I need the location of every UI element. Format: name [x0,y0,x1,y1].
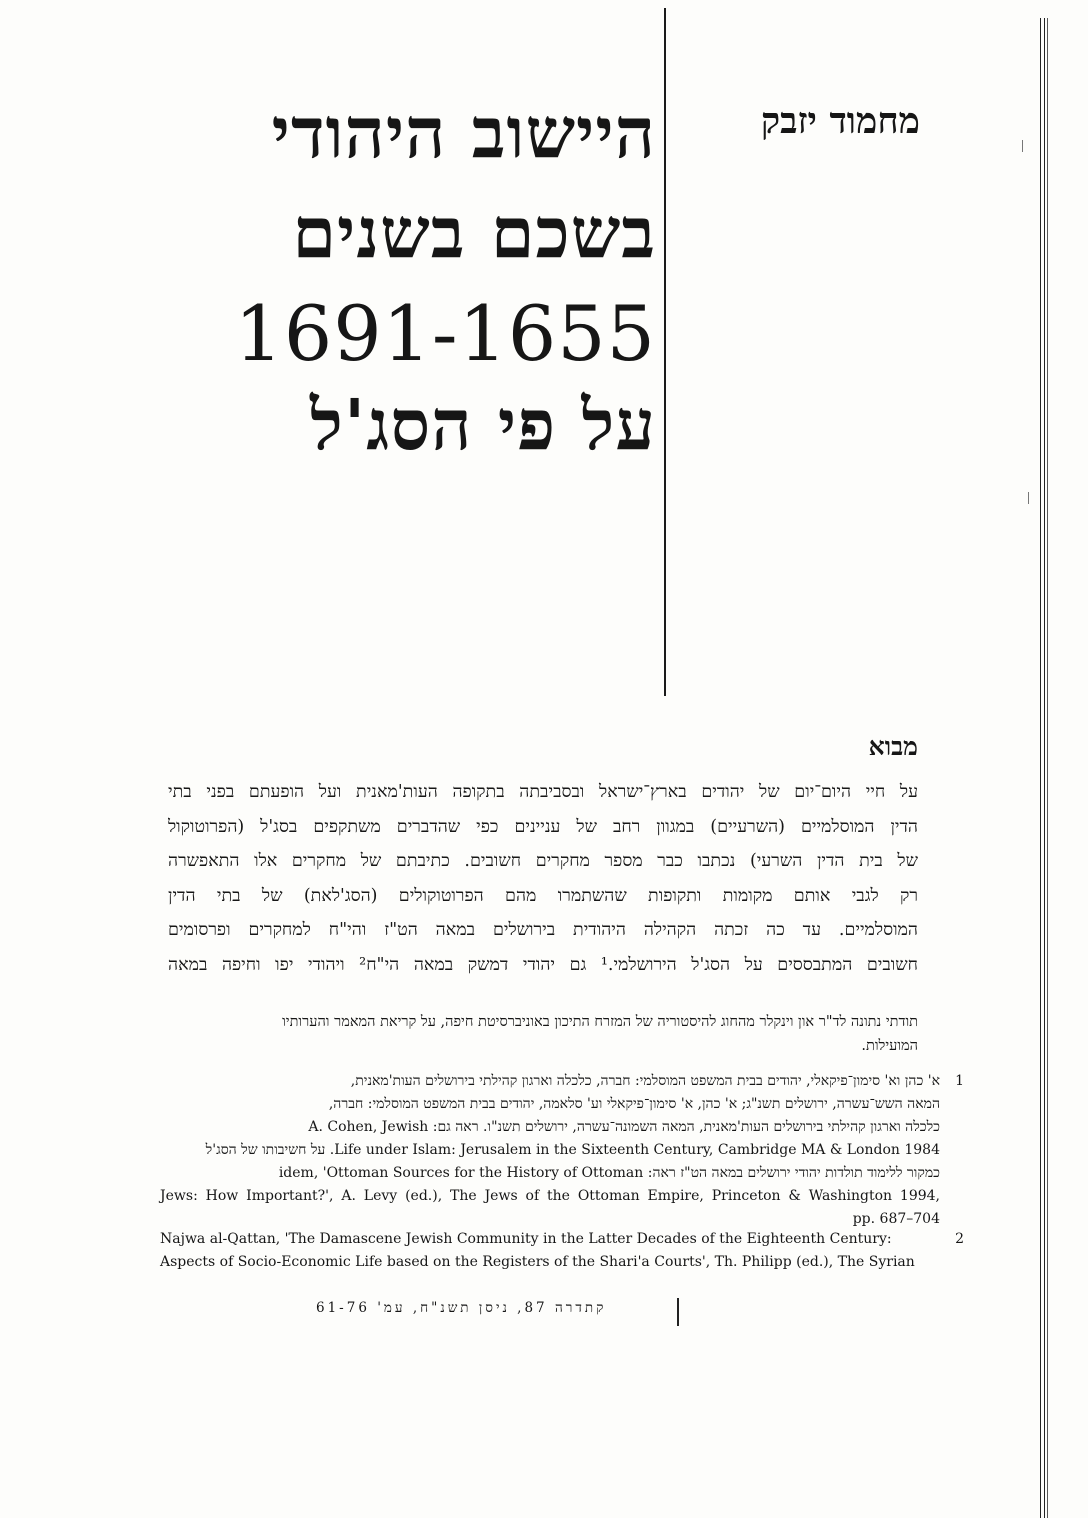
footnote-1 [160,1070,964,1231]
footnote-line: Life under Islam: Jerusalem in the Sixteenth Century, Cambridge MA & London 1984. על חשיבותו של הסג'ל [205,1142,940,1158]
body-line: הדין המוסלמיים (השרעיים) במגוון רחב של עניינים כפי שהדברים משתקפים בסג'ל (הפרוטוקול [168,816,918,837]
footnote-line: Aspects of Socio-Economic Life based on the Registers of the Shari'a Courts', Th. Philipp (ed.), The Syrian [160,1254,915,1270]
author-name: מחמוד יזבק [760,100,920,142]
body-line: של בית הדין השרעי) נכתבו כבר מספר מחקרים חשובים. כתיבתם של מחקרים אלו התאפשרה [168,851,918,871]
acknowledgement-line: המועילות. [861,1038,918,1054]
scan-edge-line [1044,18,1045,1518]
title-divider-rule [664,8,666,696]
title-line-3-years: 1691-1655 [234,289,656,378]
footnote-number: 2 [955,1231,964,1247]
footnote-line: Najwa al-Qattan, 'The Damascene Jewish Community in the Latter Decades of the Eighteenth Century: [160,1231,892,1247]
scan-edge-line [1040,18,1041,1518]
footnote-2 [160,1228,964,1274]
acknowledgement-note [168,1010,918,1058]
title-line-2: בשכם בשנים [292,191,656,274]
footnote-line: כמקור ללימוד תולדות יהודי ירושלים במאה הט"ז ראה: idem, 'Ottoman Sources for the History of Ottoman [278,1165,940,1181]
journal-footer: קתדרה 87, ניסן תשנ"ח, עמ' 61-76 [316,1300,607,1316]
section-heading: מבוא [868,732,918,761]
title-line-4: על פי הסג'ל [310,383,656,466]
footnote-line: Jews: How Important?', A. Levy (ed.), The Jews of the Ottoman Empire, Princeton & Washington 1994, [160,1188,940,1204]
body-line: על חיי היום־יום של יהודים בארץ־ישראל ובסביבתה בתקופה העות'מאנית ועל הופעתם בפני בתי [168,782,918,802]
footnote-number: 1 [955,1073,964,1089]
acknowledgement-line: תודתי נתונה לד"ר און וינקלר מהחוג להיסטוריה של המזרח התיכון באוניברסיטת חיפה, על קריאת המאמר והערותיו [282,1014,918,1030]
title-line-1: היישוב היהודי [271,91,656,174]
footnote-line: המאה השש־עשרה, ירושלים תשנ"ג; א' כהן, א' סימון־פיקאלי וע' סלאמה, יהודים בבית המשפט המוסלמי: חברה, [328,1096,940,1112]
footer-divider [677,1298,679,1326]
footnote-line: pp. 687–704 [852,1211,940,1227]
body-line: רק לגבי אותם מקומות ותקופות שהשתמרו מהם הפרוטוקולים (הסג'לאת) של בתי הדין [168,885,918,906]
body-line: המוסלמיים. עד כה זכתה הקהילה היהודית בירושלים במאה הט"ז והי"ח למחקרים ופרסומים [168,920,918,940]
body-line: חשובים המתבססים על הסג'ל הירושלמי.¹ גם יהודי דמשק במאה הי"ח² ויהודי יפו וחיפה במאה [168,954,918,975]
footnote-line: כלכלה וארגון קהילתי בירושלים העות'מאנית, המאה השמונה־עשרה, ירושלים תשנ"ו. ראה גם: A. Cohen, Jewish [308,1119,940,1135]
footnote-line: א' כהן וא' סימון־פיקאלי, יהודים בבית המשפט המוסלמי: חברה, כלכלה וארגון קהילתי בירושלים העות'מאנית, [350,1073,940,1089]
scan-mark [1022,140,1023,152]
body-text [168,775,918,982]
scan-edge-line [1047,18,1048,1518]
scan-mark [1028,492,1029,504]
